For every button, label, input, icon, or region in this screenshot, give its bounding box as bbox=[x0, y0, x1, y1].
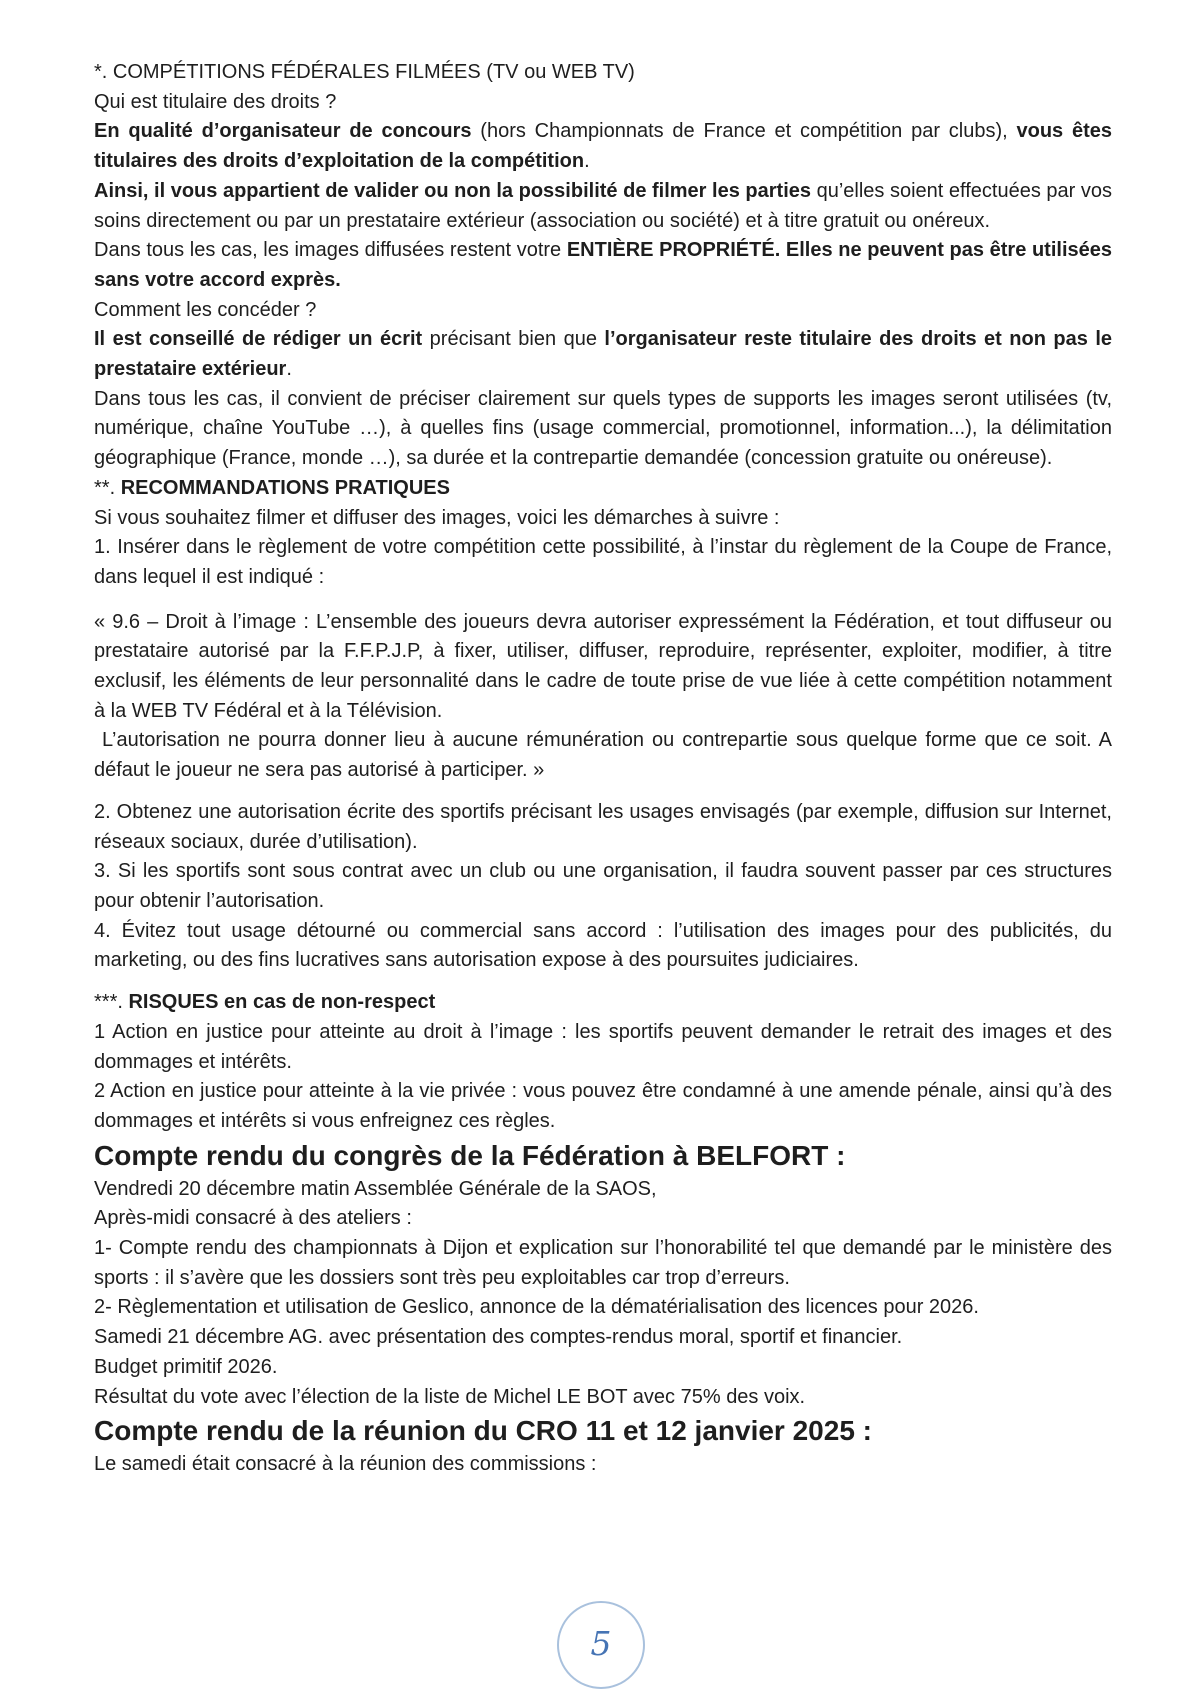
para-workshop-1-dijon-championships: 1- Compte rendu des championnats à Dijon et explication sur l’honorabilité tel que demandé par le ministère des sports : il s’avère que les dossiers sont très peu exploitables car trop d’erreurs. bbox=[94, 1237, 1112, 1289]
text-run: ***. bbox=[94, 991, 129, 1014]
bold-run: ENTIÈRE PROPRIÉTÉ. Elles ne peuvent pas être utilisées sans votre accord exprès. bbox=[94, 239, 1112, 291]
line-saturday-general-assembly: Samedi 21 décembre AG. avec présentation des comptes-rendus moral, sportif et financier. bbox=[94, 1326, 903, 1349]
para-supports-precision: Dans tous les cas, il convient de préciser clairement sur quels types de supports les images seront utilisées (tv, numérique, chaîne YouTube …), à quelles fins (usage commercial, promotionnel, information...), la délimitation géographique (France, monde …), sa durée et la contrepartie demandée (concession gratuite ou onéreuse). bbox=[94, 387, 1112, 470]
text-run: précisant bien que bbox=[422, 328, 605, 351]
text-run: qu’elles soient effectuées par vos soins directement ou par un prestataire extérieur (association ou société) et à titre gratuit ou onéreux. bbox=[94, 179, 1112, 232]
para-step-4-avoid-misuse: 4. Évitez tout usage détourné ou commercial sans accord : l’utilisation des images pour des publicités, du marketing, ou des fins lucratives sans autorisation expose à des poursuites judiciaires. bbox=[94, 919, 1112, 972]
quote-no-remuneration: L’autorisation ne pourra donner lieu à aucune rémunération ou contrepartie sous quelque forme que ce soit. A défaut le joueur ne sera pas autorisé à participer. » bbox=[94, 729, 1112, 782]
heading-cro-meeting-report: Compte rendu de la réunion du CRO 11 et 12 janvier 2025 : bbox=[94, 1415, 872, 1447]
page-number: 5 bbox=[590, 1623, 612, 1663]
para-step-3-club-contract: 3. Si les sportifs sont sous contrat avec un club ou une organisation, il faudra souvent passer par ces structures pour obtenir l’autorisation. bbox=[94, 860, 1112, 912]
para-risk-2-privacy: 2 Action en justice pour atteinte à la vie privée : vous pouvez être condamné à une amende pénale, ainsi qu’à des dommages et intérêts si vous enfreignez ces règles. bbox=[94, 1080, 1112, 1132]
para-validate-filming bbox=[94, 177, 1112, 236]
line-steps-intro: Si vous souhaitez filmer et diffuser des images, voici les démarches à suivre : bbox=[94, 506, 780, 529]
text-run: (hors Championnats de France et compétition par clubs), bbox=[471, 120, 1017, 143]
para-organizer-rights bbox=[94, 117, 1112, 176]
para-risk-1-image-rights: 1 Action en justice pour atteinte au droit à l’image : les sportifs peuvent demander le retrait des images et des dommages et intérêts. bbox=[94, 1020, 1112, 1073]
line-vote-result-le-bot: Résultat du vote avec l’élection de la liste de Michel LE BOT avec 75% des voix. bbox=[94, 1385, 806, 1408]
line-practical-recommendations-title bbox=[94, 474, 1112, 504]
bold-run: En qualité d’organisateur de concours bbox=[94, 120, 472, 143]
text-run: . bbox=[584, 150, 590, 173]
para-written-document-advice bbox=[94, 325, 1112, 384]
page-number-badge bbox=[557, 1601, 645, 1689]
text-run: . bbox=[286, 358, 292, 381]
bold-run: l’organisateur reste titulaire des droits et non pas le prestataire extérieur bbox=[94, 328, 1113, 381]
text-run: Dans tous les cas, les images diffusées restent votre bbox=[94, 239, 567, 262]
line-saturday-commissions: Le samedi était consacré à la réunion des commissions : bbox=[94, 1453, 597, 1476]
bold-run: Ainsi, il vous appartient de valider ou non la possibilité de filmer les parties bbox=[94, 179, 811, 202]
para-step-2-written-authorization: 2. Obtenez une autorisation écrite des sportifs précisant les usages envisagés (par exemple, diffusion sur Internet, réseaux sociaux, durée d’utilisation). bbox=[94, 800, 1112, 853]
bold-run: Il est conseillé de rédiger un écrit bbox=[94, 328, 423, 351]
line-workshop-2-geslico: 2- Règlementation et utilisation de Geslico, annonce de la dématérialisation des licences pour 2026. bbox=[94, 1296, 979, 1319]
bold-run: vous êtes titulaires des droits d’exploitation de la compétition bbox=[94, 120, 1113, 173]
para-entire-property bbox=[94, 236, 1112, 295]
line-filmed-competitions-title: *. COMPÉTITIONS FÉDÉRALES FILMÉES (TV ou WEB TV) bbox=[94, 61, 635, 83]
line-how-to-concede: Comment les concéder ? bbox=[94, 298, 317, 321]
bold-run: RECOMMANDATIONS PRATIQUES bbox=[120, 476, 450, 499]
para-step-1-regulation: 1. Insérer dans le règlement de votre compétition cette possibilité, à l’instar du règlement de la Coupe de France, dans lequel il est indiqué : bbox=[94, 536, 1112, 588]
line-budget-2026: Budget primitif 2026. bbox=[94, 1355, 278, 1378]
bold-run: RISQUES en cas de non-respect bbox=[128, 991, 436, 1014]
line-risks-title bbox=[94, 988, 1112, 1018]
quote-rule-9-6-image-rights: « 9.6 – Droit à l’image : L’ensemble des joueurs devra autoriser expressément la Fédération, et tout diffuseur ou prestataire autorisé par la F.F.P.J.P, à fixer, utiliser, diffuser, reproduire, représenter, exploiter, modifier, à titre exclusif, les éléments de leur personnalité dans le cadre de toute prise de vue liée à cette compétition notamment à la WEB TV Fédéral et à la Télévision. bbox=[94, 610, 1112, 722]
heading-belfort-congress-report: Compte rendu du congrès de la Fédération à BELFORT : bbox=[94, 1139, 846, 1171]
line-friday-saos-assembly: Vendredi 20 décembre matin Assemblée Générale de la SAOS, bbox=[94, 1177, 657, 1200]
line-rights-question: Qui est titulaire des droits ? bbox=[94, 90, 337, 113]
line-afternoon-workshops: Après-midi consacré à des ateliers : bbox=[94, 1207, 412, 1230]
text-run: **. bbox=[94, 476, 121, 499]
